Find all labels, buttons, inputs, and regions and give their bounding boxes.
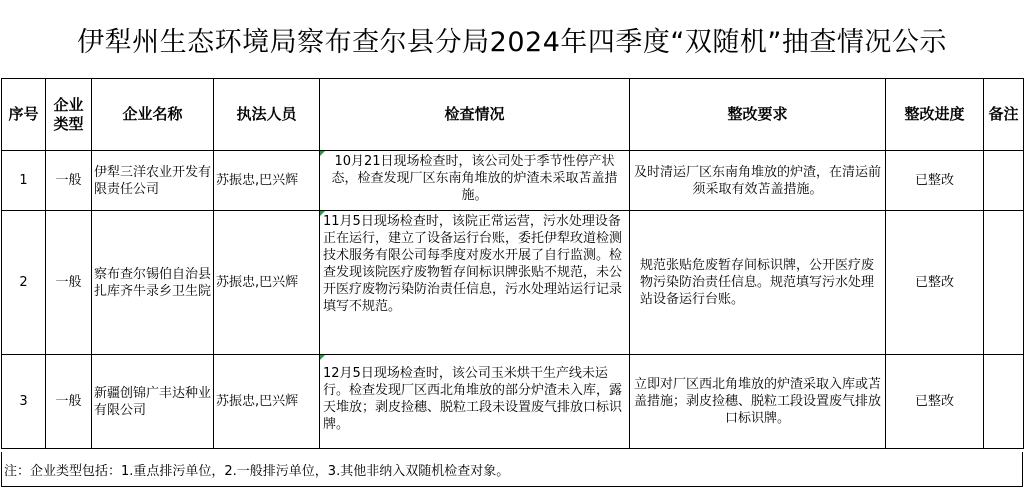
cell-type: 一般 bbox=[46, 211, 92, 355]
table-row bbox=[2, 151, 1024, 211]
cell-name: 察布查尔锡伯自治县扎库齐牛录乡卫生院 bbox=[92, 211, 214, 355]
comment-marker-icon bbox=[320, 211, 325, 216]
cell-inspection bbox=[320, 211, 630, 355]
header-inspection: 检查情况 bbox=[320, 79, 630, 151]
cell-requirements: 及时清运厂区东南角堆放的炉渣，在清运前须采取有效苫盖措施。 bbox=[630, 151, 886, 211]
page-title: 伊犁州生态环境局察布查尔县分局2024年四季度“双随机”抽查情况公示 bbox=[77, 26, 947, 58]
header-progress: 整改进度 bbox=[886, 79, 984, 151]
cell-officers: 苏振忠,巴兴辉 bbox=[214, 151, 320, 211]
cell-requirements: 立即对厂区西北角堆放的炉渣采取入库或苫盖措施；剥皮捡穗、脱粒工段设置废气排放口标识牌。 bbox=[630, 355, 886, 449]
cell-seq: 2 bbox=[2, 211, 46, 355]
inspection-table bbox=[1, 78, 1024, 449]
cell-requirements: 规范张贴危废暂存间标识牌，公开医疗废物污染防治责任信息。规范填写污水处理站设备运行台账。 bbox=[630, 211, 886, 355]
header-seq: 序号 bbox=[2, 79, 46, 151]
cell-type: 一般 bbox=[46, 355, 92, 449]
cell-inspection bbox=[320, 355, 630, 449]
header-requirements: 整改要求 bbox=[630, 79, 886, 151]
comment-marker-icon bbox=[320, 355, 325, 360]
cell-remarks bbox=[984, 355, 1024, 449]
comment-marker-icon bbox=[320, 151, 325, 156]
cell-progress: 已整改 bbox=[886, 355, 984, 449]
cell-inspection-text: 12月5日现场检查时，该公司玉米烘干生产线未运行。检查发现厂区西北角堆放的部分炉渣未入库，露天堆放；剥皮捡穗、脱粒工段未设置废气排放口标识牌。 bbox=[323, 366, 623, 432]
cell-progress: 已整改 bbox=[886, 151, 984, 211]
cell-officers: 苏振忠,巴兴辉 bbox=[214, 355, 320, 449]
cell-officers: 苏振忠,巴兴辉 bbox=[214, 211, 320, 355]
table-row bbox=[2, 211, 1024, 355]
table-row bbox=[2, 355, 1024, 449]
cell-remarks bbox=[984, 151, 1024, 211]
cell-inspection-text: 11月5日现场检查时，该院正常运营，污水处理设备正在运行，建立了设备运行台账，委托伊犁玫道检测技术服务有限公司每季度对废水开展了自行监测。检查发现该院医疗废物暂存间标识牌张贴不规范，未公开医疗废物污染防治责任信息，污水处理站运行记录填写不规范。 bbox=[323, 214, 623, 314]
cell-seq: 1 bbox=[2, 151, 46, 211]
cell-inspection-text: 10月21日现场检查时，该公司处于季节性停产状态，检查发现厂区东南角堆放的炉渣未采取苫盖措施。 bbox=[331, 154, 618, 203]
cell-name: 伊犁三洋农业开发有限责任公司 bbox=[92, 151, 214, 211]
header-name: 企业名称 bbox=[92, 79, 214, 151]
cell-progress: 已整改 bbox=[886, 211, 984, 355]
cell-inspection bbox=[320, 151, 630, 211]
cell-seq: 3 bbox=[2, 355, 46, 449]
cell-name: 新疆创锦广丰达种业有限公司 bbox=[92, 355, 214, 449]
cell-type: 一般 bbox=[46, 151, 92, 211]
table-note: 注：企业类型包括：1.重点排污单位，2.一般排污单位，3.其他非纳入双随机检查对象。 bbox=[4, 463, 510, 479]
header-officers: 执法人员 bbox=[214, 79, 320, 151]
cell-remarks bbox=[984, 211, 1024, 355]
table-header-row bbox=[2, 79, 1024, 151]
header-type: 企业类型 bbox=[46, 79, 92, 151]
header-remarks: 备注 bbox=[984, 79, 1024, 151]
